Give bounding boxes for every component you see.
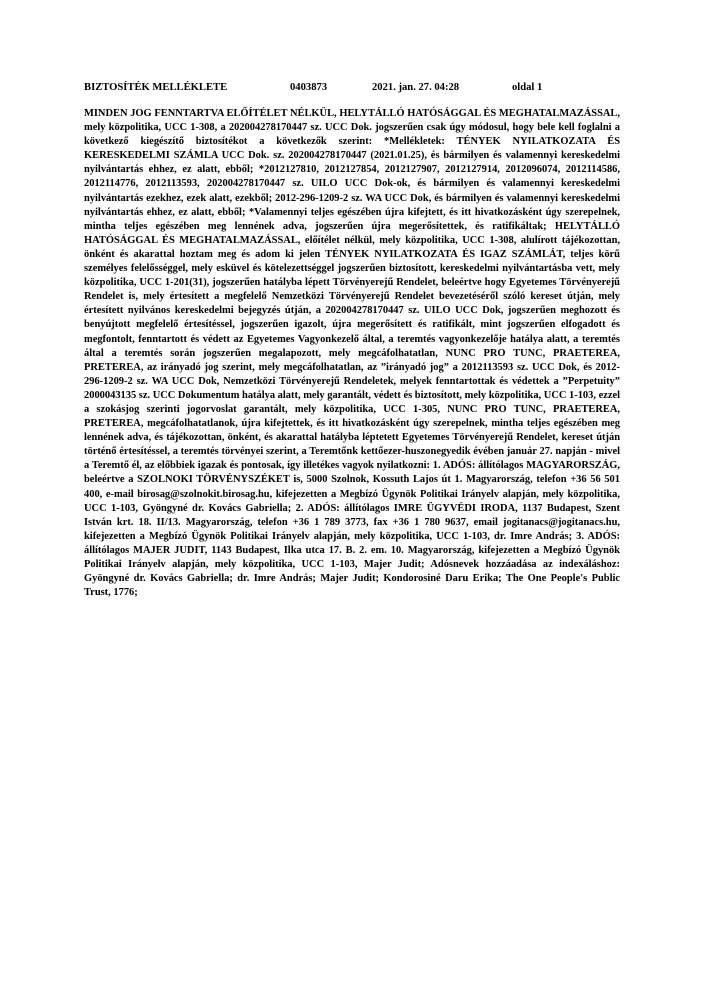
document-title: BIZTOSÍTÉK MELLÉKLETE	[84, 82, 228, 93]
body-paragraph: MINDEN JOG FENNTARTVA ELŐÍTÉLET NÉLKÜL, HELYTÁLLÓ HATÓSÁGGAL ÉS MEGHATALMAZÁSSAL, mely közpolitika, UCC 1-308, a 202004278170447 sz. UCC Dok. jogszerűen csak úgy módosul, hogy bele kell foglalni a következő kiegészítő biztosítékot a következők szerint: *Mellékletek: TÉNYEK NYILATKOZATA ÉS KERESKEDELMI SZÁMLA UCC Dok. sz. 202004278170447 (2021.01.25), és bármilyen és valamennyi kereskedelmi nyilvántartás ehhez, ez alatt, ebből; *2012127810, 2012127854, 2012127907, 2012127914, 2012096074, 2012114586, 2012114776, 2012113593, 202004278170447 sz. UILO UCC Dok-ok, és bármilyen és valamennyi kereskedelmi nyilvántartás ezekhez, ezek alatt, ezekből; 2012-296-1209-2 sz. WA UCC Dok, és bármilyen és valamennyi kereskedelmi nyilvántartás ehhez, ez alatt, ebből; *Valamennyi teljes egészében újra kifejtett, és itt hivatkozásként úgy szerepelnek, mintha teljes egészében meg lennének adva, jogszerűen újra megerősítettek, és ratifikáltak; HELYTÁLLÓ HATÓSÁGGAL ÉS MEGHATALMAZÁSSAL, előítélet nélkül, mely közpolitika, UCC 1-308, alulírott tájékozottan, önként és akarattal hoztam meg és adom ki jelen TÉNYEK NYILATKOZATA ÉS IGAZ SZÁMLÁT, teljes körű személyes felelősséggel, mely esküvel és kötelezettséggel jogszerűen biztosított, kereskedelmi nyilvántartásba vett, mely közpolitika, UCC 1-201(31), jogszerűen hatályba lépett Törvényerejű Rendelet, beleértve hogy Egyetemes Törvényerejű Rendelet is, mely értesített a megfelelő Nemzetközi Törvényerejű Rendelet bevezetéséről szóló kereset útján, mely értesített nyilvános kereskedelmi bejegyzés útján, a 202004278170447 sz. UILO UCC Dok, jogszerűen meghozott és benyújtott megfelelő értesítéssel, jogszerűen igazolt, újra megerősített és ratifikált, mint jogszerűen elfogadott és megfontolt, fenntartott és védett az Egyetemes Vagyonkezelő által, a teremtés vagyonkezelője hatálya alatt, a teremtés által a teremtés során jogszerűen megalapozott, mely megcáfolhatatlan, NUNC PRO TUNC, PRAETEREA, PRETEREA, az irányadó jog szerint, mely megcáfolhatatlan, az ”irányadó jog” a 2012113593 sz. UCC Dok, és 2012-296-1209-2 sz. WA UCC Dok, Nemzetközi Törvényerejű Rendeletek, melyek fenntartottak és védettek a ”Perpetuity” 2000043135 sz. UCC Dokumentum hatálya alatt, mely garantált, védett és biztosított, mely közpolitika, UCC 1-103, ezzel a szokásjog szerinti jogorvoslat garantált, mely közpolitika, UCC 1-305, NUNC PRO TUNC, PRAETEREA, PRETEREA, megcáfolhatatlanok, újra kifejtettek, és itt hivatkozásként úgy szerepelnek, mintha teljes egészében meg lennének adva, és tájékozottan, önként, és akarattal hatályba léptetett Egyetemes Törvényerejű Rendelet, kereset útján történő értesítéssel, a teremtés törvényei szerint, a Teremtőnk kettőezer-huszonegyedik évében január 27. napján - mivel a Teremtő él, az előbbiek igazak és pontosak, így illetékes vagyok nyilatkozni: 1. ADÓS: állítólagos MAGYARORSZÁG, beleértve a SZOLNOKI TÖRVÉNYSZÉKET is, 5000 Szolnok, Kossuth Lajos út 1. Magyarország, telefon +36 56 501 400, e-mail birosag@szolnokit.birosag.hu, kifejezetten a Megbízó Ügynök Politikai Irányelv alapján, mely közpolitika, UCC 1-103, Gyöngyné dr. Kovács Gabriella; 2. ADÓS: állítólagos IMRE ÜGYVÉDI IRODA, 1137 Budapest, Szent István krt. 18. II/13. Magyarország, telefon +36 1 789 3773, fax +36 1 780 9637, email jogitanacs@jogitanacs.hu, kifejezetten a Megbízó Ügynök Politikai Irányelv alapján, mely közpolitika, UCC 1-103, dr. Imre András; 3. ADÓS: állítólagos MAJER JUDIT, 1143 Budapest, Ilka utca 17. B. 2. em. 10. Magyarország, kifejezetten a Megbízó Ügynök Politikai Irányelv alapján, mely közpolitika, UCC 1-103, Majer Judit; Adósnevek hozzáadása az indexáláshoz: Gyöngyné dr. Kovács Gabriella; dr. Imre András; Majer Judit; Kondorosiné Daru Erika; The One People's Public Trust, 1776;	[84, 108, 621, 599]
document-datetime: 2021. jan. 27. 04:28	[372, 82, 460, 93]
page-number: oldal 1	[512, 82, 543, 93]
document-number: 0403873	[290, 82, 328, 93]
